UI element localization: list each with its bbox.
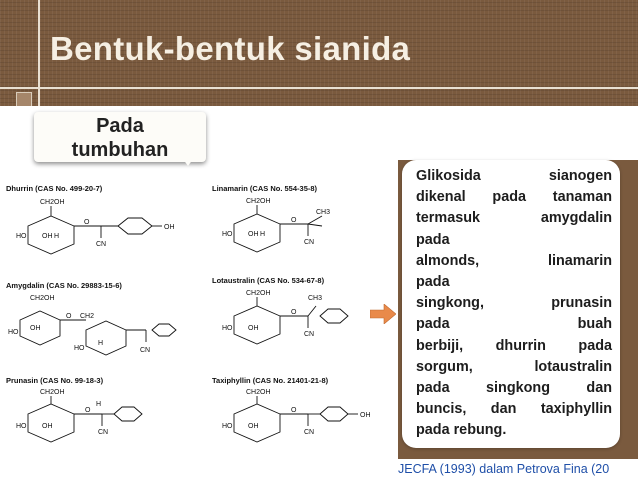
label-oh-sub: OH: [164, 224, 175, 231]
compound-caption-dhurrin: Dhurrin (CAS No. 499-20-7): [6, 184, 103, 193]
description-line: buncis, dan taxiphyllin: [416, 401, 612, 418]
compound-caption-prunasin: Prunasin (CAS No. 99-18-3): [6, 376, 104, 385]
label-oh: OH: [248, 325, 259, 332]
label-o: O: [291, 407, 297, 414]
structure-amygdalin: [6, 290, 201, 370]
horizontal-rule: [0, 87, 638, 89]
structure-prunasin: [6, 386, 201, 461]
description-line: sorgum, lotaustralin: [416, 358, 612, 375]
structure-lotaustralin: [212, 286, 392, 366]
label-o: O: [66, 313, 72, 320]
label-oh-sub: OH: [360, 412, 371, 419]
label-ch2oh: CH2OH: [40, 199, 65, 206]
callout-line-1: Pada: [96, 115, 144, 137]
label-o: O: [84, 219, 90, 226]
description-line: berbiji, dhurrin pada: [416, 337, 612, 354]
label-ch3: CH3: [308, 295, 323, 302]
label-oh: OH: [30, 325, 41, 332]
label-ch2oh: CH2OH: [246, 389, 271, 396]
label-ho: HO: [222, 423, 233, 430]
description-line: pada: [416, 274, 450, 291]
description-line: pada singkong dan: [416, 380, 612, 397]
label-ch2: CH2: [80, 313, 95, 320]
callout-tail: [178, 152, 198, 166]
label-ch2oh: CH2OH: [246, 198, 271, 205]
label-cn: CN: [304, 331, 315, 338]
description-line: pada buah: [416, 316, 612, 333]
label-cn: CN: [304, 239, 315, 246]
label-o: O: [291, 217, 297, 224]
compound-caption-amygdalin: Amygdalin (CAS No. 29883-15-6): [6, 281, 122, 290]
compound-caption-taxiphyllin: Taxiphyllin (CAS No. 21401-21-8): [212, 376, 329, 385]
label-oh: OH: [42, 233, 53, 240]
label-ho: HO: [16, 423, 27, 430]
compound-caption-lotaustralin: Lotaustralin (CAS No. 534-67-8): [212, 276, 325, 285]
label-cn: CN: [96, 241, 107, 248]
description-line: Glikosida sianogen: [416, 168, 612, 184]
label-h: H: [54, 233, 60, 240]
label-ch2oh: CH2OH: [40, 389, 65, 396]
description-line: pada: [416, 231, 450, 248]
label-ch2oh: CH2OH: [30, 295, 55, 302]
description-line: pada rebung.: [416, 422, 507, 439]
label-oh: OH: [42, 423, 53, 430]
label-ch2oh: CH2OH: [246, 290, 271, 297]
description-box: [402, 160, 620, 448]
compound-caption-linamarin: Linamarin (CAS No. 554-35-8): [212, 184, 318, 193]
description-line: singkong, prunasin: [416, 295, 612, 312]
label-ch3: CH3: [316, 209, 331, 216]
label-ho-2: HO: [74, 345, 85, 352]
structure-dhurrin: [6, 194, 201, 274]
slide-title: Bentuk-bentuk sianida: [50, 30, 411, 67]
label-o: O: [291, 309, 297, 316]
citation-text: JECFA (1993) dalam Petrova Fina (20: [398, 459, 638, 479]
label-oh: OH: [248, 231, 259, 238]
label-ho: HO: [222, 231, 233, 238]
label-cn: CN: [304, 429, 315, 436]
structure-taxiphyllin: [212, 386, 392, 461]
description-line: dikenal pada tanaman: [416, 189, 612, 206]
callout-line-2: tumbuhan: [71, 139, 169, 161]
label-h: H: [260, 231, 266, 238]
right-arrow-icon: [370, 304, 396, 324]
label-ho: HO: [222, 325, 233, 332]
label-ho: HO: [16, 233, 27, 240]
label-ho: HO: [8, 329, 19, 336]
description-line: termasuk amygdalin: [416, 210, 612, 227]
label-o: O: [85, 407, 91, 414]
label-cn: CN: [98, 429, 109, 436]
description-line: almonds, linamarin: [416, 252, 612, 269]
label-oh: OH: [248, 423, 259, 430]
label-cn: CN: [140, 347, 151, 354]
label-h: H: [96, 401, 102, 408]
label-h: H: [98, 340, 104, 347]
structure-linamarin: [212, 194, 392, 269]
